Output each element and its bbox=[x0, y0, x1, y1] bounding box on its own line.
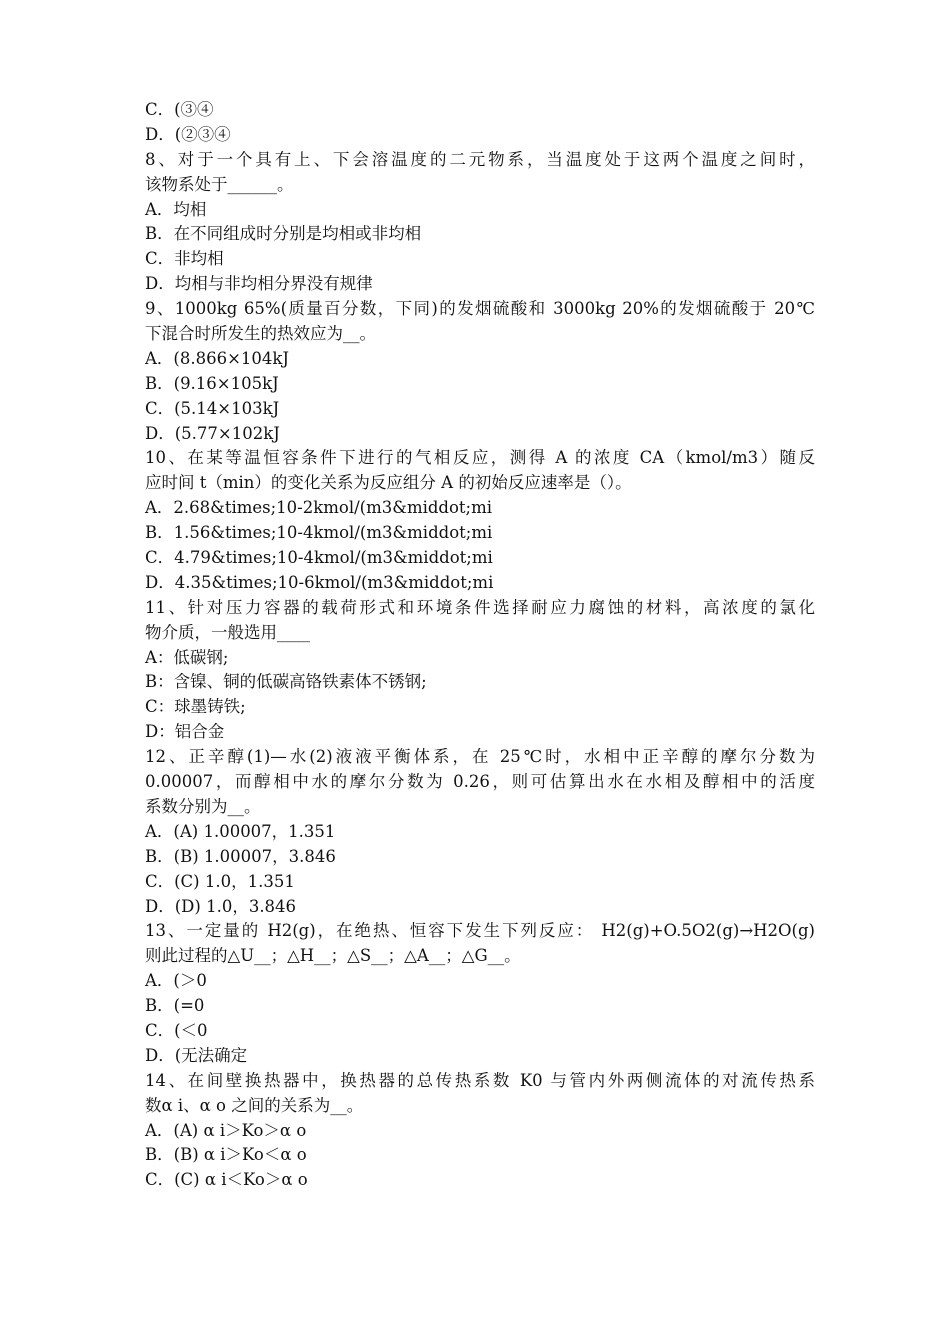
option-line: C．(5.14×103kJ bbox=[145, 398, 280, 418]
question-10-line: 10、在某等温恒容条件下进行的气相反应，测得 A 的浓度 CA（kmol/m3）随反 bbox=[145, 448, 815, 468]
option-line: D．(5.77×102kJ bbox=[145, 423, 280, 443]
option-line: B．在不同组成时分别是均相或非均相 bbox=[145, 224, 422, 244]
option-line: D．(②③④ bbox=[145, 124, 231, 144]
question-12-line: 系数分别为__。 bbox=[145, 796, 261, 816]
option-line: D：铝合金 bbox=[145, 722, 225, 742]
question-14-line: 数α i、α o 之间的关系为__。 bbox=[145, 1095, 364, 1115]
question-9-line: 下混合时所发生的热效应为__。 bbox=[145, 324, 376, 344]
question-text-block bbox=[145, 98, 815, 1193]
option-line: B：含镍、铜的低碳高铬铁素体不锈钢; bbox=[145, 672, 427, 692]
option-line: A．(A) α i＞Ko＞α o bbox=[145, 1120, 307, 1140]
option-line: D．(D) 1.0，3.846 bbox=[145, 896, 297, 916]
option-line: D．4.35&times;10-6kmol/(m3&middot;mi bbox=[145, 572, 494, 592]
option-line: C．(C) α i＜Ko＞α o bbox=[145, 1170, 308, 1190]
option-line: A．2.68&times;10-2kmol/(m3&middot;mi bbox=[145, 498, 493, 518]
question-13-line: 13、一定量的 H2(g)，在绝热、恒容下发生下列反应： H2(g)+O.5O2(g)→H2O(g) bbox=[145, 921, 815, 941]
question-10-line: 应时间 t（min）的变化关系为反应组分 A 的初始反应速率是（）。 bbox=[145, 473, 632, 493]
option-line: B．(9.16×105kJ bbox=[145, 373, 279, 393]
option-line: B．(B) 1.00007，3.846 bbox=[145, 846, 336, 866]
option-line: C．(③④ bbox=[145, 100, 214, 119]
option-line: C．(＜0 bbox=[145, 1020, 208, 1040]
option-line: A．(A) 1.00007，1.351 bbox=[145, 821, 336, 841]
option-line: B．1.56&times;10-4kmol/(m3&middot;mi bbox=[145, 523, 493, 543]
option-line: A．(＞0 bbox=[145, 971, 207, 991]
question-12-line: 0.00007，而醇相中水的摩尔分数为 0.26，则可估算出水在水相及醇相中的活度 bbox=[145, 772, 815, 792]
option-line: C：球墨铸铁; bbox=[145, 697, 246, 717]
option-line: C．非均相 bbox=[145, 249, 224, 269]
option-line: C．(C) 1.0，1.351 bbox=[145, 871, 295, 891]
question-13-line: 则此过程的△U__；△H__；△S__；△A__；△G__。 bbox=[145, 946, 521, 966]
option-line: A．(8.866×104kJ bbox=[145, 348, 290, 368]
question-8-line: 8、对于一个具有上、下会溶温度的二元物系，当温度处于这两个温度之间时， bbox=[145, 149, 815, 169]
option-line: C．4.79&times;10-4kmol/(m3&middot;mi bbox=[145, 548, 493, 568]
option-line: A．均相 bbox=[145, 199, 207, 219]
question-14-line: 14、在间壁换热器中，换热器的总传热系数 K0 与管内外两侧流体的对流传热系 bbox=[145, 1070, 815, 1090]
question-11-line: 物介质，一般选用____ bbox=[145, 622, 310, 642]
option-line: A：低碳钢; bbox=[145, 647, 229, 667]
option-line: B．(B) α i＞Ko＜α o bbox=[145, 1145, 307, 1165]
option-line: D．(无法确定 bbox=[145, 1045, 248, 1065]
question-12-line: 12、正辛醇(1)—水(2)液液平衡体系，在 25℃时，水相中正辛醇的摩尔分数为 bbox=[145, 747, 815, 767]
option-line: D．均相与非均相分界没有规律 bbox=[145, 274, 373, 294]
question-8-line: 该物系处于______。 bbox=[145, 174, 294, 194]
question-9-line: 9、1000kg 65%(质量百分数，下同)的发烟硫酸和 3000kg 20%的发烟硫酸于 20℃ bbox=[145, 299, 815, 319]
question-11-line: 11、针对压力容器的载荷形式和环境条件选择耐应力腐蚀的材料，高浓度的氯化 bbox=[145, 597, 815, 617]
option-line: B．(=0 bbox=[145, 996, 205, 1016]
